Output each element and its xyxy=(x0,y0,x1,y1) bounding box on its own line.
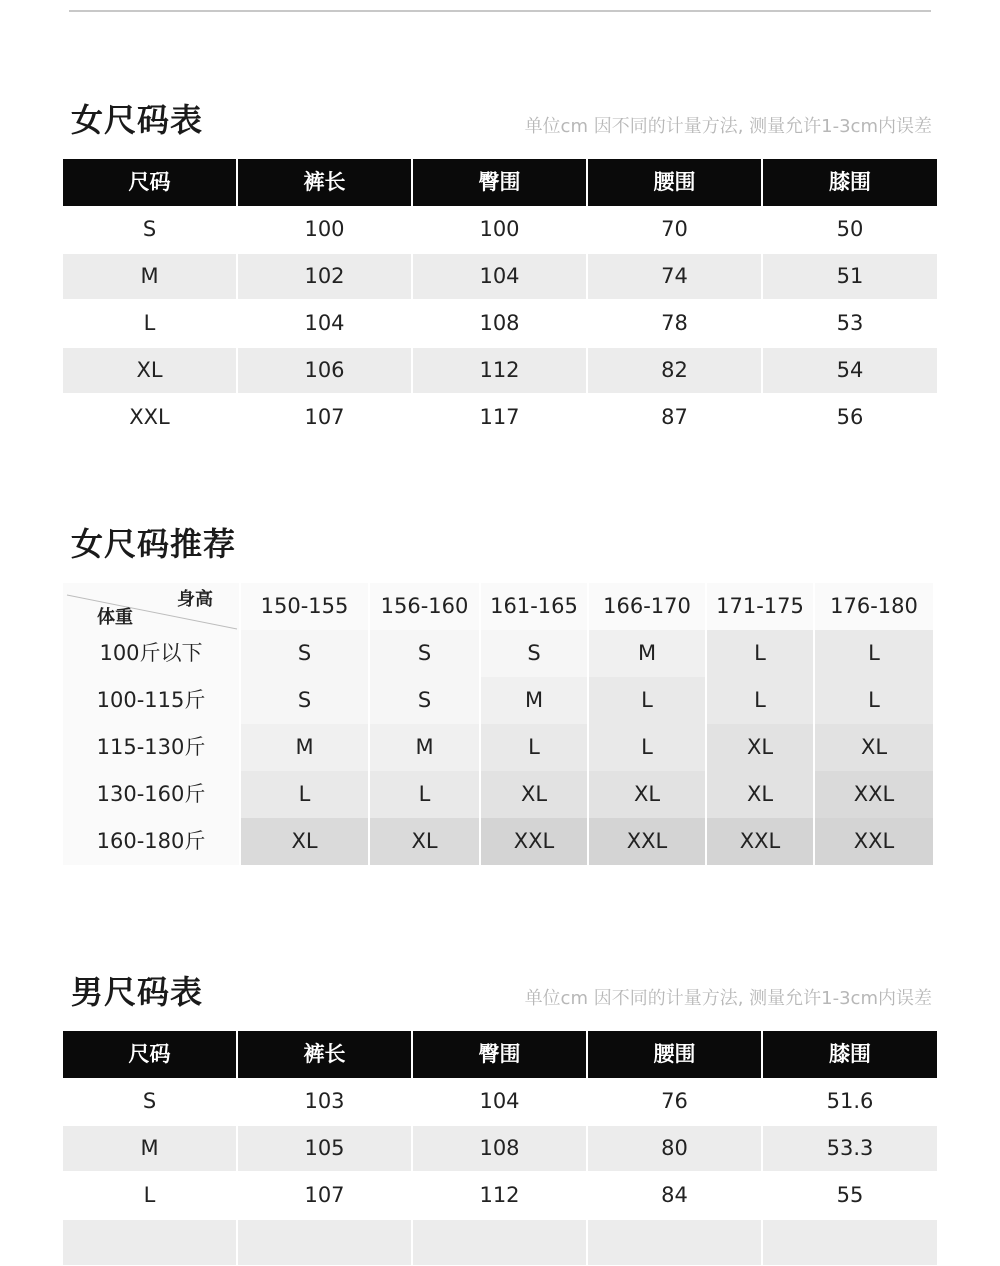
cell: 78 xyxy=(661,311,688,335)
header-length: 裤长 xyxy=(238,159,411,206)
weight-row xyxy=(63,677,935,724)
recommended-size: S xyxy=(481,630,587,677)
recommended-size: XL xyxy=(481,771,587,818)
cell: 87 xyxy=(661,405,688,429)
recommended-size: XL xyxy=(370,818,479,865)
weight-row xyxy=(63,724,935,771)
cell: 104 xyxy=(413,254,586,299)
cell: 106 xyxy=(238,348,411,393)
weight-range: 100-115斤 xyxy=(63,677,239,724)
recommended-size: S xyxy=(370,677,479,724)
cell xyxy=(63,1220,236,1265)
header-waist: 腰围 xyxy=(588,1031,761,1078)
men-size-table-title: 男尺码表 xyxy=(71,973,204,1011)
cell: S xyxy=(142,217,157,241)
cell: 104 xyxy=(479,1089,520,1113)
recommended-size: S xyxy=(370,630,479,677)
cell: 103 xyxy=(304,1089,345,1113)
recommended-size: M xyxy=(589,630,705,677)
cell: 105 xyxy=(238,1126,411,1171)
cell: 107 xyxy=(304,405,345,429)
header-size: 尺码 xyxy=(63,1031,236,1078)
cell: 54 xyxy=(763,348,937,393)
cell: 117 xyxy=(479,405,520,429)
header-waist: 腰围 xyxy=(588,159,761,206)
recommended-size: L xyxy=(707,630,813,677)
cell: 107 xyxy=(304,1183,345,1207)
cell: 53 xyxy=(836,311,864,335)
weight-row xyxy=(63,818,935,865)
cell: 70 xyxy=(661,217,688,241)
men-size-table xyxy=(63,1031,937,1266)
top-divider xyxy=(69,10,931,12)
cell: 82 xyxy=(588,348,761,393)
header-hip: 臀围 xyxy=(413,1031,586,1078)
cell xyxy=(413,1220,586,1265)
corner-header-cell xyxy=(63,583,239,630)
cell: 51 xyxy=(763,254,937,299)
weight-range: 115-130斤 xyxy=(63,724,239,771)
cell: 102 xyxy=(238,254,411,299)
recommended-size: L xyxy=(589,677,705,724)
table-row-partially-visible xyxy=(63,1219,937,1266)
cell: 100 xyxy=(304,217,345,241)
table-row xyxy=(63,394,937,441)
recommended-size: L xyxy=(241,771,368,818)
cell: 84 xyxy=(661,1183,688,1207)
cell: 76 xyxy=(661,1089,688,1113)
height-range: 166-170 xyxy=(589,583,705,630)
header-hip: 臀围 xyxy=(413,159,586,206)
recommended-size: XXL xyxy=(589,818,705,865)
table-row xyxy=(63,1172,937,1219)
cell: 74 xyxy=(588,254,761,299)
height-header-row xyxy=(63,583,935,630)
cell: 104 xyxy=(304,311,345,335)
weight-range: 160-180斤 xyxy=(63,818,239,865)
table-header-row xyxy=(63,1031,937,1078)
women-size-table xyxy=(63,159,937,441)
header-length: 裤长 xyxy=(238,1031,411,1078)
women-size-table-title: 女尺码表 xyxy=(71,101,204,139)
table-row xyxy=(63,1125,937,1172)
weight-range: 130-160斤 xyxy=(63,771,239,818)
cell: 108 xyxy=(479,311,520,335)
recommended-size: M xyxy=(241,724,368,771)
cell: 51.6 xyxy=(826,1089,874,1113)
recommended-size: XL xyxy=(241,818,368,865)
recommended-size: L xyxy=(370,771,479,818)
recommended-size: XXL xyxy=(707,818,813,865)
recommended-size: M xyxy=(481,677,587,724)
table-row xyxy=(63,1078,937,1125)
cell xyxy=(763,1220,937,1265)
header-knee: 膝围 xyxy=(763,1031,937,1078)
men-unit-note: 单位cm 因不同的计量方法, 测量允许1-3cm内误差 xyxy=(524,988,932,1009)
recommended-size: L xyxy=(589,724,705,771)
weight-row xyxy=(63,771,935,818)
height-range: 161-165 xyxy=(481,583,587,630)
cell: L xyxy=(143,1183,156,1207)
cell: 50 xyxy=(836,217,864,241)
table-row xyxy=(63,206,937,253)
recommended-size: M xyxy=(370,724,479,771)
height-range: 156-160 xyxy=(370,583,479,630)
recommended-size: L xyxy=(481,724,587,771)
cell: 56 xyxy=(836,405,864,429)
recommended-size: L xyxy=(707,677,813,724)
recommended-size: XL xyxy=(589,771,705,818)
cell: XXL xyxy=(129,405,170,429)
cell: 108 xyxy=(413,1126,586,1171)
table-header-row xyxy=(63,159,937,206)
recommended-size: XXL xyxy=(481,818,587,865)
table-row xyxy=(63,253,937,300)
recommended-size: XXL xyxy=(815,818,933,865)
size-recommendation-title: 女尺码推荐 xyxy=(71,525,237,563)
recommended-size: XL xyxy=(707,724,813,771)
cell: S xyxy=(142,1089,157,1113)
table-row xyxy=(63,347,937,394)
recommended-size: S xyxy=(241,630,368,677)
height-range: 150-155 xyxy=(241,583,368,630)
cell xyxy=(238,1220,411,1265)
cell: M xyxy=(63,254,236,299)
cell: XL xyxy=(63,348,236,393)
recommended-size: XL xyxy=(707,771,813,818)
cell: 55 xyxy=(836,1183,864,1207)
cell: M xyxy=(63,1126,236,1171)
height-range: 171-175 xyxy=(707,583,813,630)
header-knee: 膝围 xyxy=(763,159,937,206)
cell: L xyxy=(143,311,156,335)
cell xyxy=(588,1220,761,1265)
weight-range: 100斤以下 xyxy=(63,630,239,677)
cell: 112 xyxy=(413,348,586,393)
header-size: 尺码 xyxy=(63,159,236,206)
height-range: 176-180 xyxy=(815,583,933,630)
corner-weight-label: 体重 xyxy=(97,607,133,628)
weight-row xyxy=(63,630,935,677)
recommended-size: L xyxy=(815,677,933,724)
table-row xyxy=(63,300,937,347)
recommended-size: XXL xyxy=(815,771,933,818)
cell: 100 xyxy=(479,217,520,241)
cell: 53.3 xyxy=(763,1126,937,1171)
women-unit-note: 单位cm 因不同的计量方法, 测量允许1-3cm内误差 xyxy=(524,116,932,137)
cell: 112 xyxy=(479,1183,520,1207)
recommended-size: S xyxy=(241,677,368,724)
corner-height-label: 身高 xyxy=(177,589,213,610)
size-recommendation-table xyxy=(63,583,935,865)
cell: 80 xyxy=(588,1126,761,1171)
recommended-size: XL xyxy=(815,724,933,771)
recommended-size: L xyxy=(815,630,933,677)
